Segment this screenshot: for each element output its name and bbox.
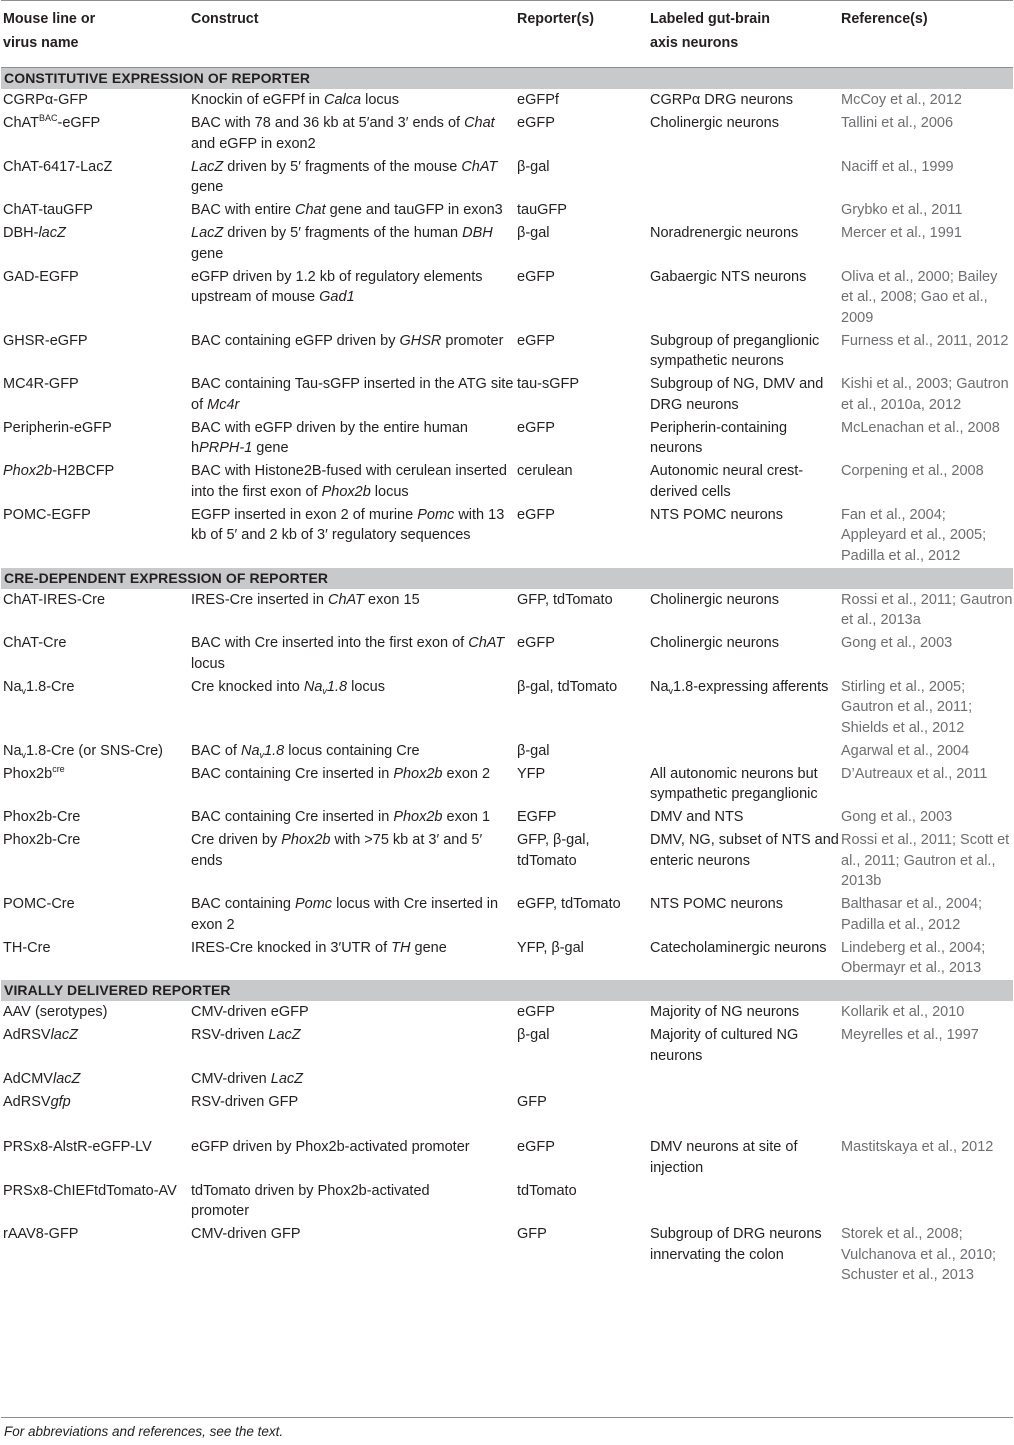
reference: Oliva et al., 2000; Bailey et al., 2008; Gao et al., 2009 [841, 268, 998, 326]
reference: Meyrelles et al., 1997 [841, 1027, 979, 1043]
labeled-neurons: Peripherin-containing neurons [650, 419, 788, 456]
reporter: GFP [517, 1226, 547, 1242]
reference: Agarwal et al., 2004 [841, 742, 970, 759]
labeled-neurons: DMV, NG, subset of NTS and enteric neurons [650, 832, 839, 869]
mouse-line-name: MC4R-GFP [3, 376, 79, 392]
mouse-line-name: $Na_v1.8$-Cre (or SNS-Cre) [3, 742, 164, 760]
labeled-neurons: Catecholaminergic neurons [650, 939, 827, 956]
construct: Knockin of eGFPf in Calca locus [191, 92, 399, 108]
mouse-line-name: ChAT$^{BAC}$-eGFP [3, 113, 101, 131]
construct: CMV-driven LacZ [191, 1070, 304, 1087]
labeled-neurons: Autonomic neural crest-derived cells [650, 463, 804, 500]
reference [839, 1068, 1013, 1091]
reference: Tallini et al., 2006 [841, 115, 954, 131]
table-row [1, 1223, 1013, 1287]
reference: D’Autreaux et al., 2011 [841, 765, 988, 782]
table-row [1, 1136, 1013, 1180]
reporter: eGFP [517, 115, 555, 131]
construct: eGFP driven by Phox2b-activated promoter [191, 1139, 470, 1155]
mouse-line-name: Phox2b-Cre [3, 809, 81, 825]
reference: Mercer et al., 1991 [841, 225, 962, 241]
labeled-neurons: DMV and NTS [650, 809, 744, 825]
construct: Cre driven by Phox2b with >75 kb at 3′ and 5′ ends [191, 832, 483, 869]
mouse-line-name: rAAV8-GFP [3, 1226, 79, 1242]
table-row [1, 676, 1013, 740]
table-row [1, 222, 1013, 266]
header-name: Mouse line or virus name [1, 1, 189, 68]
construct: BAC containing eGFP driven by GHSR promoter [191, 332, 504, 349]
labeled-neurons [648, 199, 839, 222]
table-row [1, 829, 1013, 893]
construct: RSV-driven GFP [191, 1093, 299, 1110]
reference: Fan et al., 2004; Appleyard et al., 2005; Padilla et al., 2012 [841, 506, 987, 564]
section-header: CRE-DEPENDENT EXPRESSION OF REPORTER [1, 568, 1013, 589]
reporter: eGFP [517, 419, 555, 436]
reporter: cerulean [517, 463, 573, 479]
table-row [1, 156, 1013, 200]
mouse-line-name: $Phox2b^{cre}$ [3, 763, 65, 782]
labeled-neurons: Subgroup of DRG neurons innervating the colon [650, 1226, 822, 1263]
reference: Mastitskaya et al., 2012 [841, 1139, 994, 1155]
mouse-line-name: AAV (serotypes) [3, 1004, 108, 1020]
reporter: GFP, tdTomato [517, 591, 613, 608]
reference: Rossi et al., 2011; Scott et al., 2011; Gautron et al., 2013b [841, 832, 1010, 889]
table-row [1, 199, 1013, 222]
construct: BAC containing Cre inserted in Phox2b exon 2 [191, 765, 491, 782]
labeled-neurons: NTS POMC neurons [650, 896, 783, 912]
reporter: eGFP [517, 268, 555, 285]
reference [839, 1091, 1013, 1137]
labeled-neurons: Cholinergic neurons [650, 115, 779, 131]
table-row [1, 1068, 1013, 1091]
reference: Lindeberg et al., 2004; Obermayr et al., 2013 [841, 939, 986, 976]
labeled-neurons [648, 156, 839, 200]
labeled-neurons: Cholinergic neurons [650, 635, 779, 651]
reporter: eGFP [517, 635, 555, 651]
construct: EGFP inserted in exon 2 of murine Pomc with 13 kb of 5′ and 2 kb of 3′ regulatory sequences [191, 506, 505, 543]
labeled-neurons: $Na_v1.8$-expressing afferents [650, 678, 829, 696]
header-neurons: Labeled gut-brain axis neurons [648, 1, 839, 68]
table-row [1, 763, 1013, 807]
table-row [1, 632, 1013, 676]
reference: Rossi et al., 2011; Gautron et al., 2013a [841, 591, 1013, 628]
mouse-line-name: PRSx8-AlstR-eGFP-LV [3, 1139, 152, 1155]
reporter: GFP [517, 1093, 547, 1110]
labeled-neurons: All autonomic neurons but sympathetic preganglionic [650, 765, 818, 802]
construct: LacZ driven by 5′ fragments of the mouse ChAT gene [191, 158, 498, 195]
table-header-row [1, 1, 1013, 68]
table-row [1, 893, 1013, 937]
mouse-line-name: GHSR-eGFP [3, 332, 88, 349]
table-row [1, 504, 1013, 568]
section-header: VIRALLY DELIVERED REPORTER [1, 980, 1013, 1001]
mouse-line-name: DBH-lacZ [3, 225, 66, 241]
construct: IRES-Cre inserted in ChAT exon 15 [191, 591, 420, 608]
construct: LacZ driven by 5′ fragments of the human DBH gene [191, 225, 493, 262]
mouse-line-name: Phox2b-H2BCFP [3, 463, 115, 479]
construct: BAC with eGFP driven by the entire human hPRPH-1 gene [191, 419, 468, 456]
construct: BAC with Cre inserted into the first exon of ChAT locus [191, 635, 505, 672]
reference: Balthasar et al., 2004; Padilla et al., 2012 [841, 896, 983, 933]
reference: Gong et al., 2003 [841, 809, 953, 825]
reference: McCoy et al., 2012 [841, 92, 962, 108]
table-row [1, 417, 1013, 461]
labeled-neurons: Subgroup of NG, DMV and DRG neurons [650, 376, 824, 413]
reporter: eGFP, tdTomato [517, 896, 621, 912]
construct: eGFP driven by 1.2 kb of regulatory elements upstream of mouse Gad1 [191, 268, 483, 305]
reference: Stirling et al., 2005; Gautron et al., 2011; Shields et al., 2012 [841, 678, 973, 736]
table-row [1, 806, 1013, 829]
table-row [1, 373, 1013, 417]
reporter: YFP [517, 765, 546, 782]
mouse-line-name: AdCMVlacZ [3, 1070, 81, 1087]
table-row [1, 740, 1013, 763]
table-row [1, 112, 1013, 156]
reference: McLenachan et al., 2008 [841, 419, 1000, 436]
reference [839, 1180, 1013, 1224]
table-row [1, 1024, 1013, 1068]
table-row [1, 460, 1013, 504]
reporter: eGFP [517, 1139, 555, 1155]
reporter: β-gal [517, 225, 550, 241]
reporter: β-gal, tdTomato [517, 678, 618, 695]
table-row [1, 266, 1013, 330]
reference: Furness et al., 2011, 2012 [841, 332, 1009, 349]
labeled-neurons: CGRPα DRG neurons [650, 92, 793, 108]
labeled-neurons: NTS POMC neurons [650, 506, 783, 523]
labeled-neurons: DMV neurons at site of injection [650, 1139, 798, 1176]
construct: BAC of $Na_v1.8$ locus containing Cre [191, 742, 420, 760]
mouse-line-name: CGRPα-GFP [3, 92, 88, 108]
mouse-line-name: ChAT-tauGFP [3, 202, 93, 218]
labeled-neurons: Noradrenergic neurons [650, 225, 799, 241]
reporter: β-gal [517, 158, 550, 175]
labeled-neurons [648, 1091, 839, 1137]
table-row [1, 330, 1013, 374]
mouse-line-name: POMC-Cre [3, 896, 75, 912]
labeled-neurons [648, 740, 839, 763]
construct: BAC containing Tau-sGFP inserted in the ATG site of Mc4r [191, 376, 514, 413]
table-row [1, 1180, 1013, 1224]
table-footnote: For abbreviations and references, see the text. [4, 1424, 284, 1439]
labeled-neurons [648, 1180, 839, 1224]
labeled-neurons: Majority of NG neurons [650, 1004, 800, 1020]
reporter: YFP, β-gal [517, 939, 584, 956]
construct: BAC with entire Chat gene and tauGFP in exon3 [191, 202, 503, 218]
mouse-line-name: PRSx8-ChIEFtdTomato-AV [3, 1182, 177, 1199]
construct: CMV-driven GFP [191, 1226, 301, 1242]
reporter: GFP, β-gal, tdTomato [517, 832, 590, 869]
reporter: eGFPf [517, 92, 559, 108]
mouse-line-name: $Na_v1.8$-Cre [3, 678, 75, 696]
construct: BAC with 78 and 36 kb at 5′and 3′ ends of Chat and eGFP in exon2 [191, 115, 495, 152]
construct: IRES-Cre knocked in 3′UTR of TH gene [191, 939, 447, 956]
construct: BAC with Histone2B-fused with cerulean inserted into the first exon of Phox2b locus [191, 463, 507, 500]
reference: Gong et al., 2003 [841, 635, 953, 651]
header-reporter: Reporter(s) [515, 1, 648, 68]
labeled-neurons [648, 1068, 839, 1091]
labeled-neurons: Cholinergic neurons [650, 591, 779, 608]
mouse-line-name: AdRSVgfp [3, 1093, 71, 1110]
construct: BAC containing Pomc locus with Cre inserted in exon 2 [191, 896, 499, 933]
construct: tdTomato driven by Phox2b-activated promoter [191, 1182, 430, 1219]
reference: Storek et al., 2008; Vulchanova et al., 2010; Schuster et al., 2013 [841, 1226, 997, 1283]
table-row [1, 1091, 1013, 1137]
header-construct: Construct [189, 1, 515, 68]
reporter [515, 1068, 648, 1091]
reference: Grybko et al., 2011 [841, 202, 963, 218]
header-reference: Reference(s) [839, 1, 1013, 68]
reporter: eGFP [517, 332, 555, 349]
mouse-line-name: AdRSVlacZ [3, 1027, 78, 1043]
table-row [1, 937, 1013, 981]
section-header: CONSTITUTIVE EXPRESSION OF REPORTER [1, 68, 1013, 90]
reporter: eGFP [517, 1004, 555, 1020]
mouse-line-name: ChAT-6417-LacZ [3, 158, 113, 175]
table-row [1, 1001, 1013, 1024]
mouse-lines-table [1, 0, 1013, 1287]
reporter: β-gal [517, 1027, 550, 1043]
mouse-line-name: TH-Cre [3, 939, 51, 956]
mouse-line-name: Phox2b-Cre [3, 832, 81, 848]
reporter: tauGFP [517, 202, 567, 218]
reference: Kollarik et al., 2010 [841, 1004, 965, 1020]
reference: Kishi et al., 2003; Gautron et al., 2010a, 2012 [841, 376, 1009, 413]
reporter: eGFP [517, 506, 555, 523]
labeled-neurons: Gabaergic NTS neurons [650, 268, 807, 285]
labeled-neurons: Majority of cultured NG neurons [650, 1027, 799, 1064]
mouse-line-name: Peripherin-eGFP [3, 419, 112, 436]
mouse-line-name: ChAT-Cre [3, 635, 67, 651]
reporter: β-gal [517, 742, 550, 759]
table-row [1, 589, 1013, 633]
mouse-line-name: POMC-EGFP [3, 506, 91, 523]
reporter: EGFP [517, 809, 557, 825]
table-bottom-rule [1, 1417, 1013, 1418]
labeled-neurons: Subgroup of preganglionic sympathetic neurons [650, 332, 820, 369]
construct: CMV-driven eGFP [191, 1004, 309, 1020]
construct: Cre knocked into $Na_v1.8$ locus [191, 678, 385, 696]
construct: BAC containing Cre inserted in Phox2b exon 1 [191, 809, 491, 825]
mouse-line-name: GAD-EGFP [3, 268, 79, 285]
reference: Corpening et al., 2008 [841, 463, 984, 479]
reference: Naciff et al., 1999 [841, 158, 954, 175]
reporter: tdTomato [517, 1182, 577, 1199]
mouse-line-name: ChAT-IRES-Cre [3, 591, 106, 608]
construct: RSV-driven LacZ [191, 1027, 301, 1043]
table-row [1, 89, 1013, 112]
reporter: tau-sGFP [517, 376, 580, 392]
